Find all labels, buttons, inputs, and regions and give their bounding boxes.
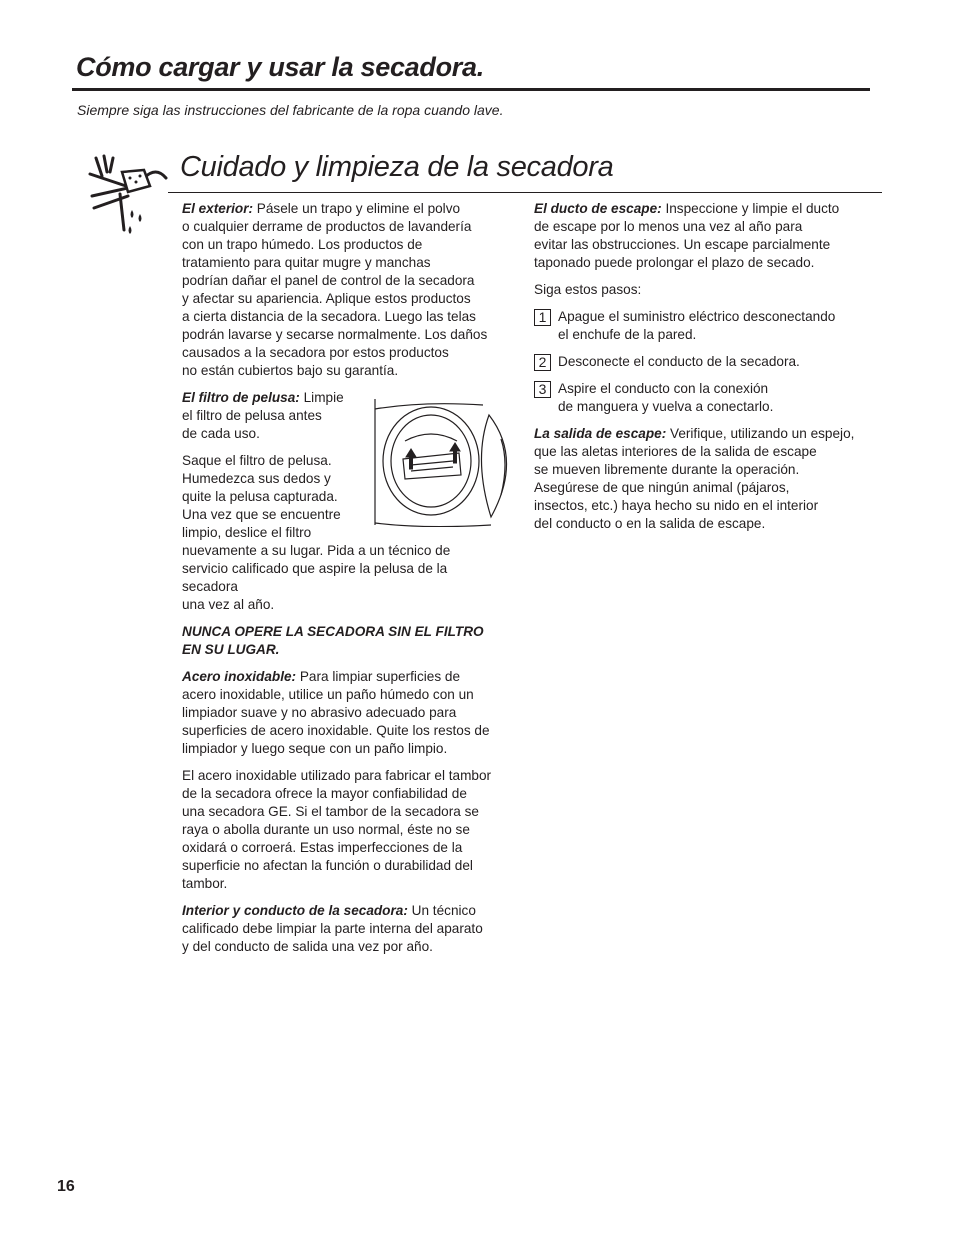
right-column <box>534 200 874 542</box>
text-line: se mueven libremente durante la operación. <box>534 462 800 477</box>
text-line: superficie no afectan la función o durabilidad del <box>182 858 473 873</box>
filter-label: El filtro de pelusa: <box>182 390 300 405</box>
text-line: Un técnico <box>407 903 476 918</box>
text-line: NUNCA OPERE LA SECADORA SIN EL FILTRO <box>182 624 484 639</box>
text-line: del conducto o en la salida de escape. <box>534 516 766 531</box>
text-line: EN SU LUGAR. <box>182 642 280 657</box>
text-line: y del conducto de salida una vez por año. <box>182 939 433 954</box>
text-line: con un trapo húmedo. Los productos de <box>182 237 423 252</box>
section-rule <box>168 192 882 193</box>
text-line: Limpie <box>299 390 344 405</box>
steel-paragraph <box>182 668 522 758</box>
text-line: o cualquier derrame de productos de lavandería <box>182 219 472 234</box>
text-line: nuevamente a su lugar. Pida a un técnico de <box>182 543 451 558</box>
text-line: de la secadora ofrece la mayor confiabilidad de <box>182 786 467 801</box>
exterior-label: El exterior: <box>182 201 254 216</box>
drum-paragraph <box>182 767 522 893</box>
step-2 <box>534 353 874 371</box>
text-line: El acero inoxidable utilizado para fabricar el tambor <box>182 768 492 783</box>
text-line: causados a la secadora por estos productos <box>182 345 449 360</box>
steps-intro: Siga estos pasos: <box>534 282 642 297</box>
left-column <box>182 200 522 965</box>
step-number: 1 <box>534 309 551 326</box>
text-line: oxidará o corroerá. Estas imperfecciones de la <box>182 840 463 855</box>
text-line: Inspeccione y limpie el ducto <box>661 201 840 216</box>
page-title: Cómo cargar y usar la secadora. <box>76 52 484 82</box>
text-line: secadora <box>182 579 238 594</box>
text-line: podrían dañar el panel de control de la secadora <box>182 273 475 288</box>
text-line: una secadora GE. Si el tambor de la secadora se <box>182 804 479 819</box>
text-line: de manguera y vuelva a conectarlo. <box>558 399 774 414</box>
outlet-label: La salida de escape: <box>534 426 667 441</box>
text-line: servicio calificado que aspire la pelusa de la <box>182 561 448 576</box>
text-line: limpio, deslice el filtro <box>182 525 312 540</box>
section-title: Cuidado y limpieza de la secadora <box>180 151 614 183</box>
text-line: limpiador suave y no abrasivo adecuado para <box>182 705 457 720</box>
text-line: y afectar su apariencia. Aplique estos productos <box>182 291 471 306</box>
text-line: tratamiento para quitar mugre y manchas <box>182 255 431 270</box>
step-1 <box>534 308 874 344</box>
text-line: superficies de acero inoxidable. Quite los restos de <box>182 723 490 738</box>
text-line: tambor. <box>182 876 228 891</box>
step-3 <box>534 380 874 416</box>
outlet-paragraph <box>534 425 874 533</box>
text-line: de cada uso. <box>182 426 260 441</box>
text-line: calificado debe limpiar la parte interna del aparato <box>182 921 483 936</box>
page-number: 16 <box>57 1178 75 1195</box>
text-line: podrán lavarse y secarse normalmente. Los daños <box>182 327 488 342</box>
step-text <box>558 380 773 416</box>
interior-paragraph <box>182 902 522 956</box>
interior-label: Interior y conducto de la secadora: <box>182 903 408 918</box>
text-line: Para limpiar superficies de <box>296 669 461 684</box>
text-line: taponado puede prolongar el plazo de secado. <box>534 255 815 270</box>
text-line: el filtro de pelusa antes <box>182 408 322 423</box>
text-line: evitar las obstrucciones. Un escape parcialmente <box>534 237 831 252</box>
text-line: Pásele un trapo y elimine el polvo <box>253 201 461 216</box>
text-line: Asegúrese de que ningún animal (pájaros, <box>534 480 790 495</box>
warning-text <box>182 623 522 659</box>
text-line: insectos, etc.) haya hecho su nido en el interior <box>534 498 819 513</box>
duct-label: El ducto de escape: <box>534 201 662 216</box>
text-line: de escape por lo menos una vez al año para <box>534 219 803 234</box>
text-line: a cierta distancia de la secadora. Luego las telas <box>182 309 476 324</box>
text-line: acero inoxidable, utilice un paño húmedo con un <box>182 687 474 702</box>
duct-paragraph <box>534 200 874 272</box>
page-subtitle: Siempre siga las instrucciones del fabricante de la ropa cuando lave. <box>77 102 504 118</box>
text-line: quite la pelusa capturada. <box>182 489 338 504</box>
dryer-lint-filter-illustration <box>373 399 518 527</box>
text-line: Saque el filtro de pelusa. <box>182 453 332 468</box>
text-line: que las aletas interiores de la salida de escape <box>534 444 817 459</box>
text-line: Humedezca sus dedos y <box>182 471 331 486</box>
text-line: Aspire el conducto con la conexión <box>558 381 769 396</box>
text-line: una vez al año. <box>182 597 275 612</box>
text-line: raya o abolla durante un uso normal, éste no se <box>182 822 470 837</box>
text-line: no están cubiertos bajo su garantía. <box>182 363 399 378</box>
text-line: limpiador y luego seque con un paño limpio. <box>182 741 448 756</box>
step-number: 2 <box>534 354 551 371</box>
title-rule <box>72 88 870 91</box>
step-number: 3 <box>534 381 551 398</box>
exterior-paragraph <box>182 200 522 380</box>
step-text: Desconecte el conducto de la secadora. <box>558 354 800 369</box>
text-line: el enchufe de la pared. <box>558 327 697 342</box>
text-line: Una vez que se encuentre <box>182 507 341 522</box>
text-line: Apague el suministro eléctrico desconectando <box>558 309 836 324</box>
cleaning-sponge-icon <box>86 152 168 242</box>
step-text <box>558 308 835 344</box>
steel-label: Acero inoxidable: <box>182 669 297 684</box>
text-line: Verifique, utilizando un espejo, <box>666 426 855 441</box>
